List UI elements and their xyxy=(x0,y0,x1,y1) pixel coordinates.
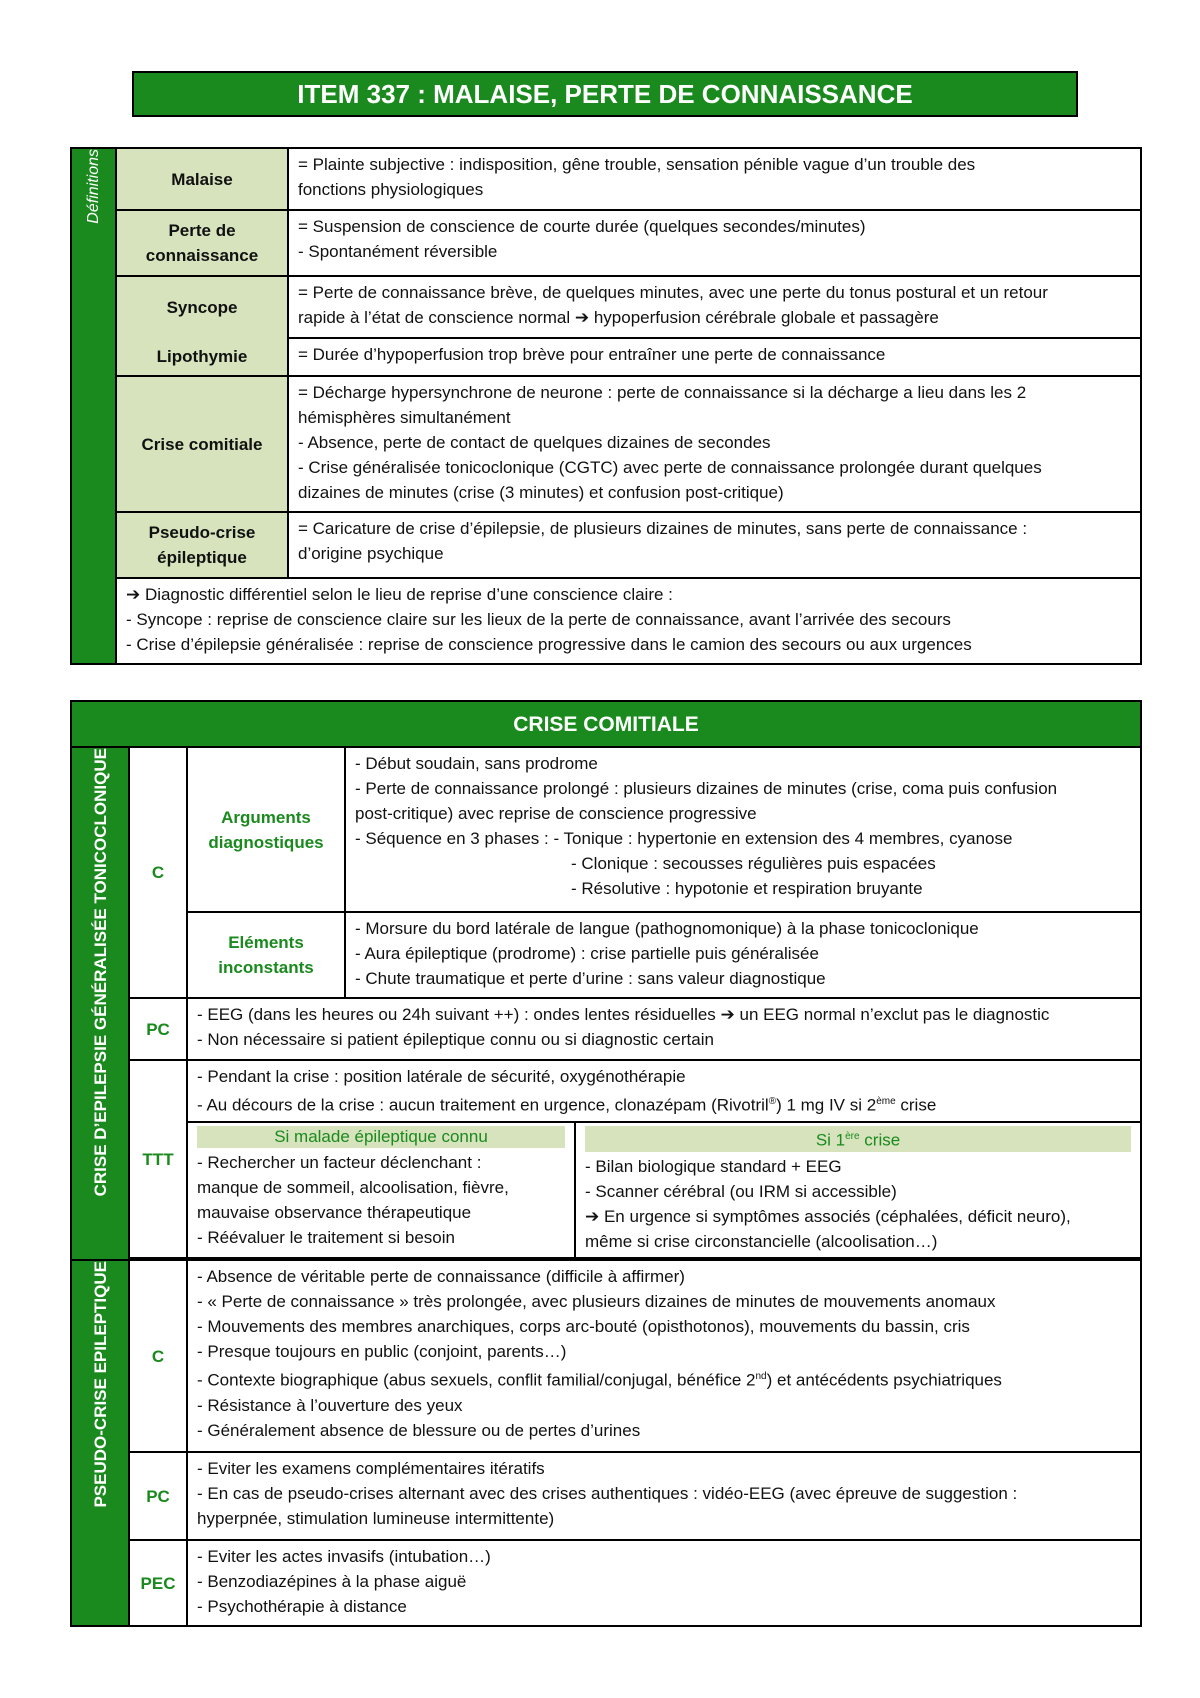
def-lipothymie: = Durée d’hypoperfusion trop brève pour entraîner une perte de connaissance xyxy=(288,338,1141,376)
ttt-known-epileptic: Si malade épileptique connu - Rechercher un facteur déclenchant : manque de sommeil, alcoolisation, fièvre, mauvaise observance thérapeutique - Réévaluer le traitement si besoin xyxy=(187,1122,575,1258)
pseudo-pc-label: PC xyxy=(129,1452,187,1540)
pec-label: PEC xyxy=(129,1540,187,1626)
arguments-label: Arguments diagnostiques xyxy=(187,747,345,912)
def-pseudo-crise: = Caricature de crise d’épilepsie, de plusieurs dizaines de minutes, sans perte de connaissance : d’origine psychique xyxy=(288,512,1141,578)
known-epileptic-heading: Si malade épileptique connu xyxy=(197,1126,565,1148)
cgtc-c-label: C xyxy=(129,747,187,998)
def-perte-connaissance: = Suspension de conscience de courte durée (quelques secondes/minutes) - Spontanément réversible xyxy=(288,210,1141,276)
cgtc-pc-label: PC xyxy=(129,998,187,1060)
first-crisis-heading: Si 1ère crise xyxy=(585,1126,1131,1152)
ttt-label: TTT xyxy=(129,1060,187,1258)
cgtc-pc-content: - EEG (dans les heures ou 24h suivant ++) : ondes lentes résiduelles ➔ un EEG normal n’exclut pas le diagnostic - Non nécessaire si patient épileptique connu ou si diagnostic certain xyxy=(187,998,1141,1060)
term-crise-comitiale: Crise comitiale xyxy=(116,376,288,512)
term-lipothymie: Lipothymie xyxy=(116,338,288,376)
definitions-side-label: Définitions xyxy=(71,148,116,664)
pseudo-pc-content: - Eviter les examens complémentaires itératifs - En cas de pseudo-crises alternant avec des crises authentiques : vidéo-EEG (avec épreuve de suggestion : hyperpnée, stimulation lumineuse intermittente) xyxy=(187,1452,1141,1540)
pseudo-c-label: C xyxy=(129,1260,187,1452)
term-perte-connaissance: Perte de connaissance xyxy=(116,210,288,276)
def-malaise: = Plainte subjective : indisposition, gêne trouble, sensation pénible vague d’un trouble des fonctions physiologiques xyxy=(288,148,1141,210)
def-crise-comitiale: = Décharge hypersynchrone de neurone : perte de connaissance si la décharge a lieu dans les 2 hémisphères simultanément - Absence, perte de contact de quelques dizaines de secondes - Crise généralisée tonicoclonique (CGTC) avec perte de connaissance prolongée durant quelques dizaines de minutes (crise (3 minutes) et confusion post-critique) xyxy=(288,376,1141,512)
def-syncope: = Perte de connaissance brève, de quelques minutes, avec une perte du tonus postural et un retour rapide à l’état de conscience normal ➔ hypoperfusion cérébrale globale et passagère xyxy=(288,276,1141,338)
arguments-content: - Début soudain, sans prodrome - Perte de connaissance prolongé : plusieurs dizaines de minutes (crise, coma puis confusion post-critique) avec reprise de conscience progressive - Séquence en 3 phases : - Tonique : hypertonie en extension des 4 membres, cyanose - Clonique : secousses régulières puis espacées - Résolutive : hypotonie et respiration bruyante xyxy=(345,747,1141,912)
pseudo-side-label: PSEUDO-CRISE EPILEPTIQUE xyxy=(71,1260,129,1626)
elements-label: Eléments inconstants xyxy=(187,912,345,998)
ttt-first-crisis: Si 1ère crise - Bilan biologique standard + EEG - Scanner cérébral (ou IRM si accessible) ➔ En urgence si symptômes associés (céphalées, déficit neuro), même si crise circonstancielle (alcoolisation…) xyxy=(575,1122,1141,1258)
page-title: ITEM 337 : MALAISE, PERTE DE CONNAISSANCE xyxy=(132,71,1078,117)
crise-comitiale-header: CRISE COMITIALE xyxy=(71,701,1141,747)
elements-content: - Morsure du bord latérale de langue (pathognomonique) à la phase tonicoclonique - Aura épileptique (prodrome) : crise partielle puis généralisée - Chute traumatique et perte d’urine : sans valeur diagnostique xyxy=(345,912,1141,998)
term-pseudo-crise: Pseudo-crise épileptique xyxy=(116,512,288,578)
definitions-table xyxy=(70,147,1142,665)
crise-comitiale-table xyxy=(70,700,1142,1627)
pec-content: - Eviter les actes invasifs (intubation…) - Benzodiazépines à la phase aiguë - Psychothérapie à distance xyxy=(187,1540,1141,1626)
differential-diagnosis: ➔ Diagnostic différentiel selon le lieu de reprise d’une conscience claire : - Syncope : reprise de conscience claire sur les lieux de la perte de connaissance, avant l’arrivée des secours - Crise d’épilepsie généralisée : reprise de conscience progressive dans le camion des secours ou aux urgences xyxy=(116,578,1141,664)
term-malaise: Malaise xyxy=(116,148,288,210)
pseudo-c-content: - Absence de véritable perte de connaissance (difficile à affirmer) - « Perte de connaissance » très prolongée, avec plusieurs dizaines de minutes de mouvements anomaux - Mouvements des membres anarchiques, corps arc-bouté (opisthotonos), mouvements du bassin, cris - Presque toujours en public (conjoint, parents…) - Contexte biographique (abus sexuels, conflit familial/conjugal, bénéfice 2nd) et antécédents psychiatriques - Résistance à l’ouverture des yeux - Généralement absence de blessure ou de pertes d’urines xyxy=(187,1260,1141,1452)
ttt-content: - Pendant la crise : position latérale de sécurité, oxygénothérapie - Au décours de la crise : aucun traitement en urgence, clonazépam (Rivotril®) 1 mg IV si 2ème crise xyxy=(187,1060,1141,1122)
cgtc-side-label: CRISE D’EPILEPSIE GÉNÉRALISÉE TONICOCLONIQUE xyxy=(71,747,129,1260)
term-syncope: Syncope xyxy=(116,276,288,338)
